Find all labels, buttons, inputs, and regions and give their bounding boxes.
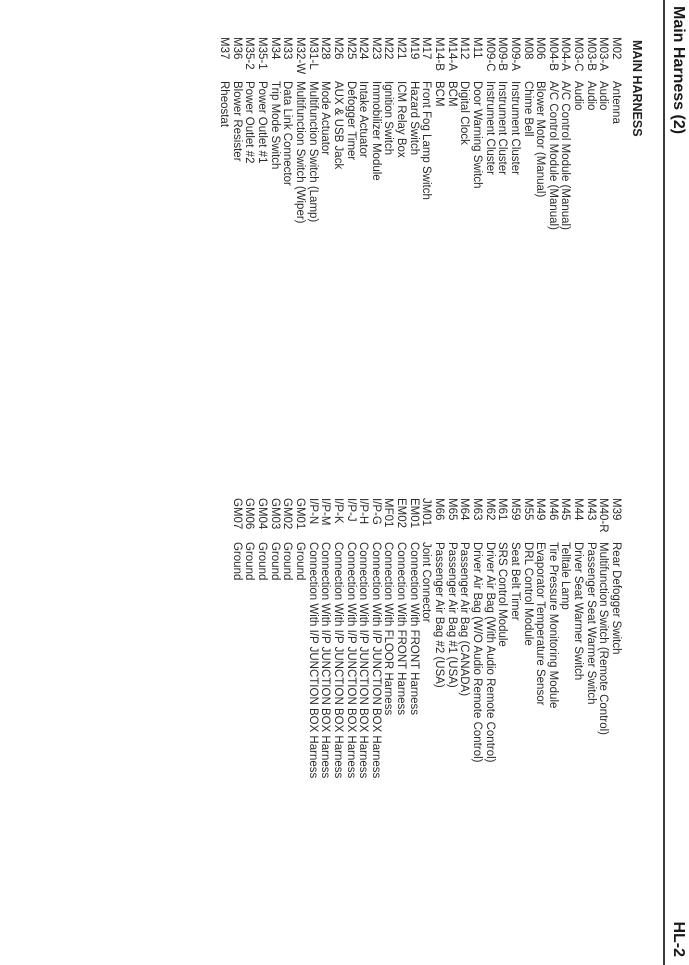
connector-code: M46 [546, 498, 559, 521]
connector-code: JM01 [420, 498, 433, 527]
connector-row [546, 498, 559, 778]
connector-description: Front Fog Lamp Switch [420, 81, 433, 200]
connector-description: Multifunction Switch (Wiper) [293, 81, 306, 224]
connector-code: I/P-H [357, 498, 370, 525]
connector-code: M36 [230, 37, 243, 60]
connector-description: Rheostat [218, 81, 231, 128]
connector-code: MF01 [382, 498, 395, 528]
connector-row [331, 37, 344, 230]
connector-description: Immobilizer Module [369, 81, 382, 181]
connector-row [445, 37, 458, 230]
connector-row [508, 498, 521, 778]
connector-description: Instrument Cluster [483, 81, 496, 175]
connector-code: M04-A [559, 37, 572, 71]
connector-code: I/P-N [306, 498, 319, 525]
connector-description: Chime Bell [521, 81, 534, 137]
connector-description: Connection With FLOOR Harness [382, 542, 395, 716]
connector-description: Multifunction Switch (Remote Control) [597, 542, 610, 736]
connector-code: I/P-J [344, 498, 357, 522]
connector-description: Driver Seat Warmer Switch [572, 542, 585, 681]
connector-code: M25 [344, 37, 357, 60]
connector-row [407, 37, 420, 230]
connector-code: M08 [521, 37, 534, 60]
connector-row [394, 498, 407, 778]
connector-code: GM06 [243, 498, 256, 530]
connector-description: Driver Air Bag (W/O Audio Remote Control) [470, 542, 483, 763]
connector-description: Door Warning Switch [470, 81, 483, 189]
connector-row [281, 37, 294, 230]
connector-row [268, 37, 281, 230]
connector-row [243, 498, 256, 778]
connector-row [559, 498, 572, 778]
connector-row [382, 498, 395, 778]
connector-code: M03-A [597, 37, 610, 71]
connector-row [496, 498, 509, 778]
connector-description: Connection With I/P JUNCTION BOX Harness [319, 542, 332, 779]
connector-row [255, 37, 268, 230]
connector-description: Multifunction Switch (Lamp) [306, 81, 319, 223]
connector-row [382, 37, 395, 230]
connector-description: Passenger Air Bag #2 (USA) [433, 542, 446, 688]
connector-code: M45 [559, 498, 572, 521]
connector-code: M64 [458, 498, 471, 521]
connector-row [281, 498, 294, 778]
connector-code: M14-B [433, 37, 446, 71]
connector-description: Ground [243, 542, 256, 581]
connector-row [420, 498, 433, 778]
connector-description: Ground [230, 542, 243, 581]
connector-code: M49 [534, 498, 547, 521]
connector-row [243, 37, 256, 230]
connector-description: Connection With I/P JUNCTION BOX Harness [357, 542, 370, 779]
connector-description: Driver Air Bag (With Audio Remote Control) [483, 542, 496, 763]
connector-code: M09-C [483, 37, 496, 72]
connector-description: DRL Control Module [521, 542, 534, 646]
connector-description: Instrument Cluster [496, 81, 509, 175]
connector-code: M04-B [546, 37, 559, 71]
connector-row [458, 498, 471, 778]
connector-row [584, 37, 597, 230]
connector-code: GM03 [268, 498, 281, 530]
connector-row [559, 37, 572, 230]
connector-row [470, 37, 483, 230]
connector-description: Connection With I/P JUNCTION BOX Harness [344, 542, 357, 779]
page-header [660, 0, 689, 965]
connector-code: M12 [458, 37, 471, 60]
connector-row [483, 498, 496, 778]
connector-description: Ground [268, 542, 281, 581]
connector-description: Connection With I/P JUNCTION BOX Harness [306, 542, 319, 779]
connector-row [319, 37, 332, 230]
connector-code: EM02 [395, 498, 408, 529]
connector-description: Trip Mode Switch [268, 81, 281, 170]
connector-description: Seat Belt Timer [508, 542, 521, 621]
connector-code: GM04 [256, 498, 269, 530]
connector-code: M62 [483, 498, 496, 521]
connector-description: Hazard Switch [407, 81, 420, 156]
connector-code: M63 [470, 498, 483, 521]
connector-row [255, 498, 268, 778]
connector-code: GM07 [230, 498, 243, 530]
connector-row [218, 37, 231, 230]
connector-description: Data Link Connector [281, 81, 294, 186]
connector-description: Ground [256, 542, 269, 581]
connector-description: Ground [281, 542, 294, 581]
connector-row [521, 37, 534, 230]
connector-row [344, 37, 357, 230]
connector-code: M17 [420, 37, 433, 60]
connector-code: EM01 [407, 498, 420, 529]
connector-description: AUX & USB Jack [331, 81, 344, 170]
connector-code: I/P-M [319, 498, 332, 526]
connector-description: Blower Resister [230, 81, 243, 162]
connector-row [369, 498, 382, 778]
connector-code: M35-2 [243, 37, 256, 70]
connector-code: GM01 [293, 498, 306, 530]
connector-description: Telltale Lamp [559, 542, 572, 610]
connector-code: M03-B [584, 37, 597, 71]
connector-description: BCM [433, 81, 446, 107]
connector-row [319, 498, 332, 778]
connector-code: I/P-G [369, 498, 382, 525]
page-title: Main Harness (2) [670, 6, 687, 135]
connector-code: M65 [445, 498, 458, 521]
connector-row [458, 37, 471, 230]
connector-row [306, 37, 319, 230]
connector-code: I/P-K [331, 498, 344, 524]
connector-row [344, 498, 357, 778]
connector-row [369, 37, 382, 230]
connector-code: M39 [610, 498, 622, 521]
connector-row [230, 37, 243, 230]
connector-description: ICM Relay Box [395, 81, 408, 158]
connector-code: M44 [572, 498, 585, 521]
connector-description: Rear Defogger Switch [610, 542, 622, 655]
section-heading: MAIN HARNESS [630, 40, 644, 137]
connector-description: Evaporator Temperature Sensor [534, 542, 547, 706]
connector-code: M23 [369, 37, 382, 60]
connector-row [420, 37, 433, 230]
connector-code: M11 [470, 37, 483, 59]
connector-description: Passenger Seat Warmer Switch [584, 542, 597, 705]
connector-description: Connection With FRONT Harness [407, 542, 420, 715]
connector-row [432, 37, 445, 230]
connector-description: Audio [584, 81, 597, 111]
connector-code: M55 [521, 498, 534, 521]
connector-code: M03-C [572, 37, 585, 72]
connector-row [331, 498, 344, 778]
header-divider [663, 0, 665, 965]
connector-description: Intake Actuator [357, 81, 370, 158]
connector-code: M37 [218, 37, 231, 60]
connector-code: M19 [407, 37, 420, 60]
connector-code: M35-1 [256, 37, 269, 70]
connector-row [394, 37, 407, 230]
connector-code: M26 [331, 37, 344, 60]
connector-description: Ground [293, 542, 306, 581]
connector-row [483, 37, 496, 230]
connector-code: M21 [395, 37, 408, 60]
connector-description: Power Outlet #1 [256, 81, 269, 164]
connector-row [571, 498, 584, 778]
connector-description: Audio [572, 81, 585, 111]
connector-row [407, 498, 420, 778]
connector-row [470, 498, 483, 778]
connector-row [357, 37, 370, 230]
connector-row [534, 37, 547, 230]
connector-row [306, 498, 319, 778]
connector-row [546, 37, 559, 230]
connector-code: M02 [610, 37, 622, 60]
connector-description: Ignition Switch [382, 81, 395, 156]
connector-description: Passenger Air Bag (CANADA) [458, 542, 471, 697]
connector-description: Audio [597, 81, 610, 111]
connector-code: M28 [319, 37, 332, 60]
connector-description: A/C Control Module (Manual) [546, 81, 559, 230]
connector-row [597, 498, 610, 778]
connector-row [496, 37, 509, 230]
connector-description: Tire Pressure Monitoring Module [546, 542, 559, 709]
connector-description: A/C Control Module (Manual) [559, 81, 572, 230]
connector-description: Passenger Air Bag #1 (USA) [445, 542, 458, 688]
connector-row [584, 498, 597, 778]
connector-row [432, 498, 445, 778]
connector-description: Power Outlet #2 [243, 81, 256, 164]
connector-row [357, 498, 370, 778]
connector-description: Antenna [610, 81, 622, 124]
connector-description: Blower Motor (Manual) [534, 81, 547, 198]
connector-code: M09-A [508, 37, 521, 71]
connector-code: M40-R [597, 498, 610, 533]
connector-description: BCM [445, 81, 458, 107]
connector-code: M61 [496, 498, 509, 521]
connector-row [571, 37, 584, 230]
connector-description: Joint Connector [420, 542, 433, 623]
connector-row [230, 498, 243, 778]
connector-code: GM02 [281, 498, 294, 530]
connector-description: Digital Clock [458, 81, 471, 145]
connector-description: Defogger Timer [344, 81, 357, 161]
connector-row [597, 37, 610, 230]
connector-description: SRS Control Module [496, 542, 509, 647]
connector-code: M33 [281, 37, 294, 60]
connector-code: M31-L [306, 37, 319, 70]
connector-code: M06 [534, 37, 547, 60]
connector-description: Mode Actuator [319, 81, 332, 156]
connector-row [268, 498, 281, 778]
connector-description: Instrument Cluster [508, 81, 521, 175]
connector-row [508, 37, 521, 230]
connector-code: M59 [508, 498, 521, 521]
connector-row [609, 498, 622, 778]
connector-list-right [230, 498, 622, 778]
connector-row [293, 37, 306, 230]
connector-row [521, 498, 534, 778]
connector-description: Connection With I/P JUNCTION BOX Harness [369, 542, 382, 779]
connector-code: M34 [268, 37, 281, 60]
connector-description: Connection With FRONT Harness [395, 542, 408, 715]
connector-row [609, 37, 622, 230]
connector-description: Connection With I/P JUNCTION BOX Harness [331, 542, 344, 779]
page-number: HL-2 [670, 921, 687, 957]
connector-code: M09-B [496, 37, 509, 71]
connector-row [445, 498, 458, 778]
connector-code: M24 [357, 37, 370, 60]
connector-row [293, 498, 306, 778]
connector-code: M43 [584, 498, 597, 521]
connector-row [534, 498, 547, 778]
connector-code: M22 [382, 37, 395, 60]
connector-code: M66 [433, 498, 446, 521]
connector-code: M32-W [293, 37, 306, 75]
connector-code: M14-A [445, 37, 458, 71]
connector-list-left [218, 37, 623, 230]
